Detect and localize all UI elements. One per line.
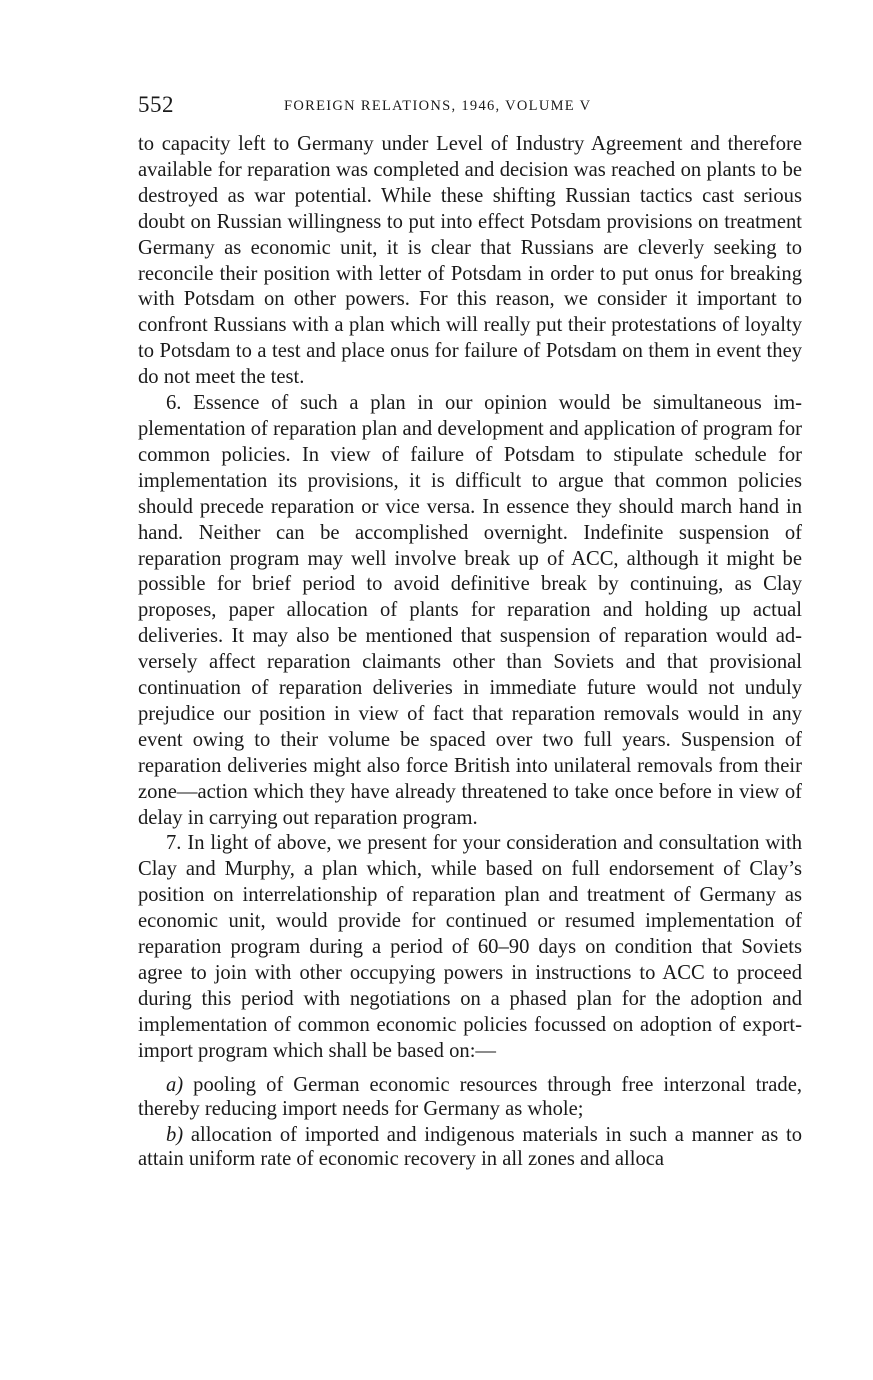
- paragraph-continuation: to capacity left to Germany under Level of Industry Agreement and therefore available for reparation was completed and decision was reached on plants to be destroyed as war potential. While these shifting Russian tactics cast serious doubt on Russian willingness to put into effect Potsdam provisions on treatment Germany as economic unit, it is clear that Russians are cleverly seeking to reconcile their position with letter of Potsdam in order to put onus for breaking with Potsdam on other powers. For this reason, we consider it important to confront Russians with a plan which will really put their protestations of loyalty to Potsdam to a test and place onus for failure of Potsdam on them in event they do not meet the test.: [138, 133, 802, 389]
- list-item-b-text: allocation of imported and indigenous materials in such a manner as to attain uniform rate of economic recovery in all zones and alloca: [138, 1123, 802, 1170]
- document-page: [138, 92, 802, 1171]
- paragraph-6: 6. Essence of such a plan in our opinion would be simultaneous implementation of reparation plan and development and application of program for common policies. In view of failure of Potsdam to stipulate schedule for implementation its provisions, it is difficult to argue that common policies should precede reparation or vice versa. In essence they should march hand in hand. Neither can be accomplished overnight. Indefinite suspension of reparation program may well involve break up of ACC, although it might be possible for brief period to avoid definitive break by continuing, as Clay proposes, paper allocation of plants for reparation and holding up actual deliveries. It may also be mentioned that suspension of reparation would adversely affect reparation claimants other than Soviets and that provisional continuation of reparation deliveries in immediate future would not unduly prejudice our position in view of fact that reparation removals would in any event owing to their volume be spaced over two full years. Suspension of reparation deliveries might also force British into unilateral removals from their zone—action which they have already threatened to take once before in view of delay in carrying out reparation program.: [138, 392, 802, 829]
- list-item-b-label: b): [166, 1123, 184, 1146]
- list-item-b: [138, 1123, 802, 1171]
- running-head: FOREIGN RELATIONS, 1946, VOLUME V: [284, 98, 592, 114]
- list-item-a-text: pooling of German economic resources through free interzonal trade, thereby reducing import needs for Germany as whole;: [138, 1073, 803, 1120]
- paragraph-7: 7. In light of above, we present for your consideration and consultation with Clay and Murphy, a plan which, while based on full endorsement of Clay’s position on interrelationship of reparation plan and treatment of Germany as economic unit, would provide for continued or resumed implementation of reparation program during a period of 60–90 days on condition that Soviets agree to join with other occupying powers in instructions to ACC to proceed during this period with negotiations on a phased plan for the adoption and implementation of common economic policies focussed on adoption of export-import program which shall be based on:—: [138, 832, 802, 1062]
- page-number: 552: [138, 92, 174, 117]
- list-item-a: [138, 1073, 802, 1121]
- list-item-a-label: a): [166, 1073, 184, 1096]
- body-text: [138, 132, 802, 1171]
- page-header: [138, 92, 802, 122]
